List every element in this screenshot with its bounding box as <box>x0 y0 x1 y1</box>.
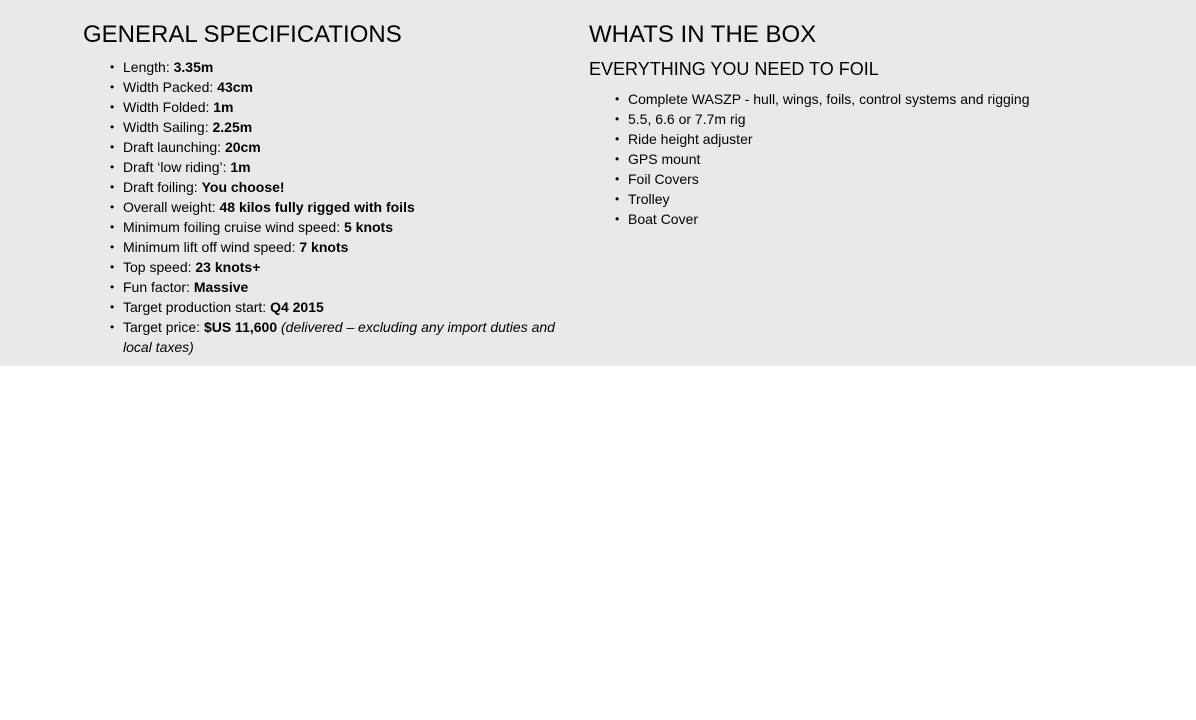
box-list <box>589 89 1149 229</box>
bullet-icon: • <box>110 180 115 194</box>
bullet-icon: • <box>110 260 115 274</box>
box-item <box>615 89 1149 109</box>
bullet-icon: • <box>110 300 115 314</box>
spec-label: Width Folded: <box>123 99 214 115</box>
spec-item-top-speed <box>110 257 573 277</box>
spec-value: 1m <box>213 99 234 115</box>
spec-item-target-price <box>110 317 573 357</box>
box-heading: WHATS IN THE BOX <box>589 21 817 48</box>
spec-item-width-packed <box>110 77 573 97</box>
spec-value: 3.35m <box>173 59 214 75</box>
spec-value: 23 knots+ <box>195 259 261 275</box>
spec-value: 43cm <box>217 79 253 95</box>
spec-note: (delivered – excluding any import duties and local taxes) <box>123 319 555 355</box>
spec-item-min-liftoff-wind <box>110 237 573 257</box>
box-item-label: Trolley <box>628 191 670 207</box>
spec-label: Top speed: <box>123 259 196 275</box>
spec-item-length <box>110 57 573 77</box>
spec-label: Width Sailing: <box>123 119 213 135</box>
spec-value: You choose! <box>201 179 285 195</box>
bullet-icon: • <box>110 120 115 134</box>
bullet-icon: • <box>110 60 115 74</box>
bullet-icon: • <box>615 92 620 106</box>
bullet-icon: • <box>615 192 620 206</box>
bullet-icon: • <box>110 220 115 234</box>
bullet-icon: • <box>110 320 115 334</box>
box-item <box>615 169 1149 189</box>
bullet-icon: • <box>615 172 620 186</box>
spec-value: 2.25m <box>212 119 253 135</box>
box-item <box>615 149 1149 169</box>
spec-label: Minimum foiling cruise wind speed: <box>123 219 344 235</box>
bullet-icon: • <box>110 240 115 254</box>
box-item-label: Complete WASZP - hull, wings, foils, control systems and rigging <box>628 91 1030 107</box>
box-item-label: Ride height adjuster <box>628 131 753 147</box>
spec-label: Fun factor: <box>123 279 194 295</box>
spec-item-width-folded <box>110 97 573 117</box>
specs-heading: GENERAL SPECIFICATIONS <box>83 21 402 48</box>
box-item-label: Boat Cover <box>628 211 699 227</box>
bullet-icon: • <box>110 160 115 174</box>
bullet-icon: • <box>615 132 620 146</box>
specs-list <box>83 57 573 357</box>
spec-value: 7 knots <box>299 239 349 255</box>
box-item-label: Foil Covers <box>628 171 699 187</box>
bullet-icon: • <box>110 200 115 214</box>
spec-item-draft-foiling <box>110 177 573 197</box>
bullet-icon: • <box>615 212 620 226</box>
spec-value: $US 11,600 <box>203 319 278 335</box>
box-item-label: 5.5, 6.6 or 7.7m rig <box>628 111 746 127</box>
bullet-icon: • <box>615 112 620 126</box>
bullet-icon: • <box>110 140 115 154</box>
spec-item-overall-weight <box>110 197 573 217</box>
general-specifications-section <box>83 0 573 357</box>
spec-value: 48 kilos fully rigged with foils <box>219 199 415 215</box>
spec-label: Draft ‘low riding’: <box>123 159 231 175</box>
whats-in-the-box-section <box>589 0 1149 229</box>
bullet-icon: • <box>110 280 115 294</box>
spec-item-fun-factor <box>110 277 573 297</box>
bullet-icon: • <box>110 80 115 94</box>
spec-value: 5 knots <box>343 219 393 235</box>
spec-label: Target price: <box>123 319 204 335</box>
spec-value: Q4 2015 <box>270 299 324 315</box>
box-item <box>615 109 1149 129</box>
spec-item-draft-low-riding <box>110 157 573 177</box>
box-item <box>615 209 1149 229</box>
box-item <box>615 129 1149 149</box>
box-item-label: GPS mount <box>628 151 701 167</box>
box-item <box>615 189 1149 209</box>
spec-value: Massive <box>193 279 249 295</box>
spec-value: 1m <box>230 159 251 175</box>
box-subheading: EVERYTHING YOU NEED TO FOIL <box>589 59 879 79</box>
spec-item-width-sailing <box>110 117 573 137</box>
bullet-icon: • <box>110 100 115 114</box>
spec-label: Minimum lift off wind speed: <box>123 239 300 255</box>
bullet-icon: • <box>615 152 620 166</box>
spec-label: Draft launching: <box>123 139 225 155</box>
spec-label: Draft foiling: <box>123 179 202 195</box>
spec-label: Width Packed: <box>123 79 218 95</box>
spec-label: Length: <box>123 59 174 75</box>
spec-item-min-cruise-wind <box>110 217 573 237</box>
spec-label: Target production start: <box>123 299 271 315</box>
spec-item-production-start <box>110 297 573 317</box>
spec-label: Overall weight: <box>123 199 220 215</box>
spec-value: 20cm <box>224 139 261 155</box>
spec-item-draft-launching <box>110 137 573 157</box>
